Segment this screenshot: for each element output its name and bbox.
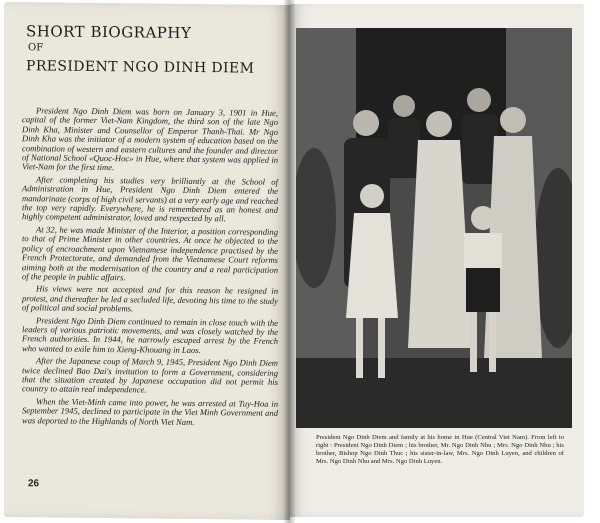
title-line-2: OF [28, 42, 44, 54]
photo-caption: President Ngo Dinh Diem and family at his home in Hue (Central Viet Nam). From left to right : President Ngo Dinh Diem ; his brother, Mr. Ngo Dinh Nhu ; Mrs. Ngo Dinh Nhu ; his brother, Bishop Ngo Dinh Thuc ; his sister-in-law, Mrs. Ngo Dinh Luyen, and children of Mrs. Ngo Dinh Nhu and Mrs. Ngo Dinh Luyen. [316, 434, 564, 465]
title-line-1: SHORT BIOGRAPHY [26, 22, 192, 42]
bio-paragraph: After the Japanese coup of March 9, 1945, President Ngo Dinh Diem twice declined Bao Dai's invitation to form a Government, considering that the situation created by Japanese occupation did not permit his country to attain real independence. [22, 355, 278, 395]
bio-paragraph: After completing his studies very brilliantly at the School of Administration in Hue, President Ngo Dinh Diem entered the mandarinate (corps of high civil servants) at a very early age and reached the top very rapidly. Everywhere, he is remembered as an honest and highly competent administrator, loved and respected by all. [22, 174, 279, 224]
bio-paragraph: When the Viet-Minh came into power, he was arrested at Tuy-Hoa in September 1945, declined to participate in the Viet Minh Government and was deported to the Highlands of North Viet Nam. [22, 396, 278, 427]
left-page [4, 2, 290, 520]
right-page [290, 4, 584, 517]
bio-paragraph: His views were not accepted and for this reason he resigned in protest, and thereafter he led a secluded life, devoting his time to the study of political and social problems. [22, 283, 278, 314]
book-spine-shadow [283, 0, 295, 523]
family-photograph [296, 28, 572, 428]
bio-paragraph: At 32, he was made Minister of the Interior, a position corresponding to that of Prime Minister in other countries. At once he objected to the policy of encroachment upon Vietnamese independence practised by the French Protectorate, and demanded from the Vietnamese Court reforms aiming both at the modernisation of the country and a real participation of the people in public affairs. [22, 224, 278, 283]
photo-illustration [296, 28, 572, 428]
bio-paragraph: President Ngo Dinh Diem was born on January 3, 1901 in Hue, capital of the former Viet-Nam Kingdom, the third son of the late Ngo Dinh Kha, Minister and Counsellor of Emperor Thanh-Thai. Mr Ngo Dinh Kha was the initiator of a modern system of education based on the combination of western and eastern cultures and the founder and director of National School «Quoc-Hoc» in Hue, where that system was applied in Viet-Nam for the first time. [22, 105, 278, 173]
page-number: 26 [28, 478, 40, 490]
title-line-3: PRESIDENT NGO DINH DIEM [26, 58, 255, 77]
bio-paragraph: President Ngo Dinh Diem continued to remain in close touch with the leaders of various patriotic movements, and was closely watched by the French authorities. In 1944, he narrowly escaped arrest by the French who wanted to exile him to Xieng-Khouang in Laos. [22, 314, 278, 355]
biography-text [22, 106, 278, 431]
